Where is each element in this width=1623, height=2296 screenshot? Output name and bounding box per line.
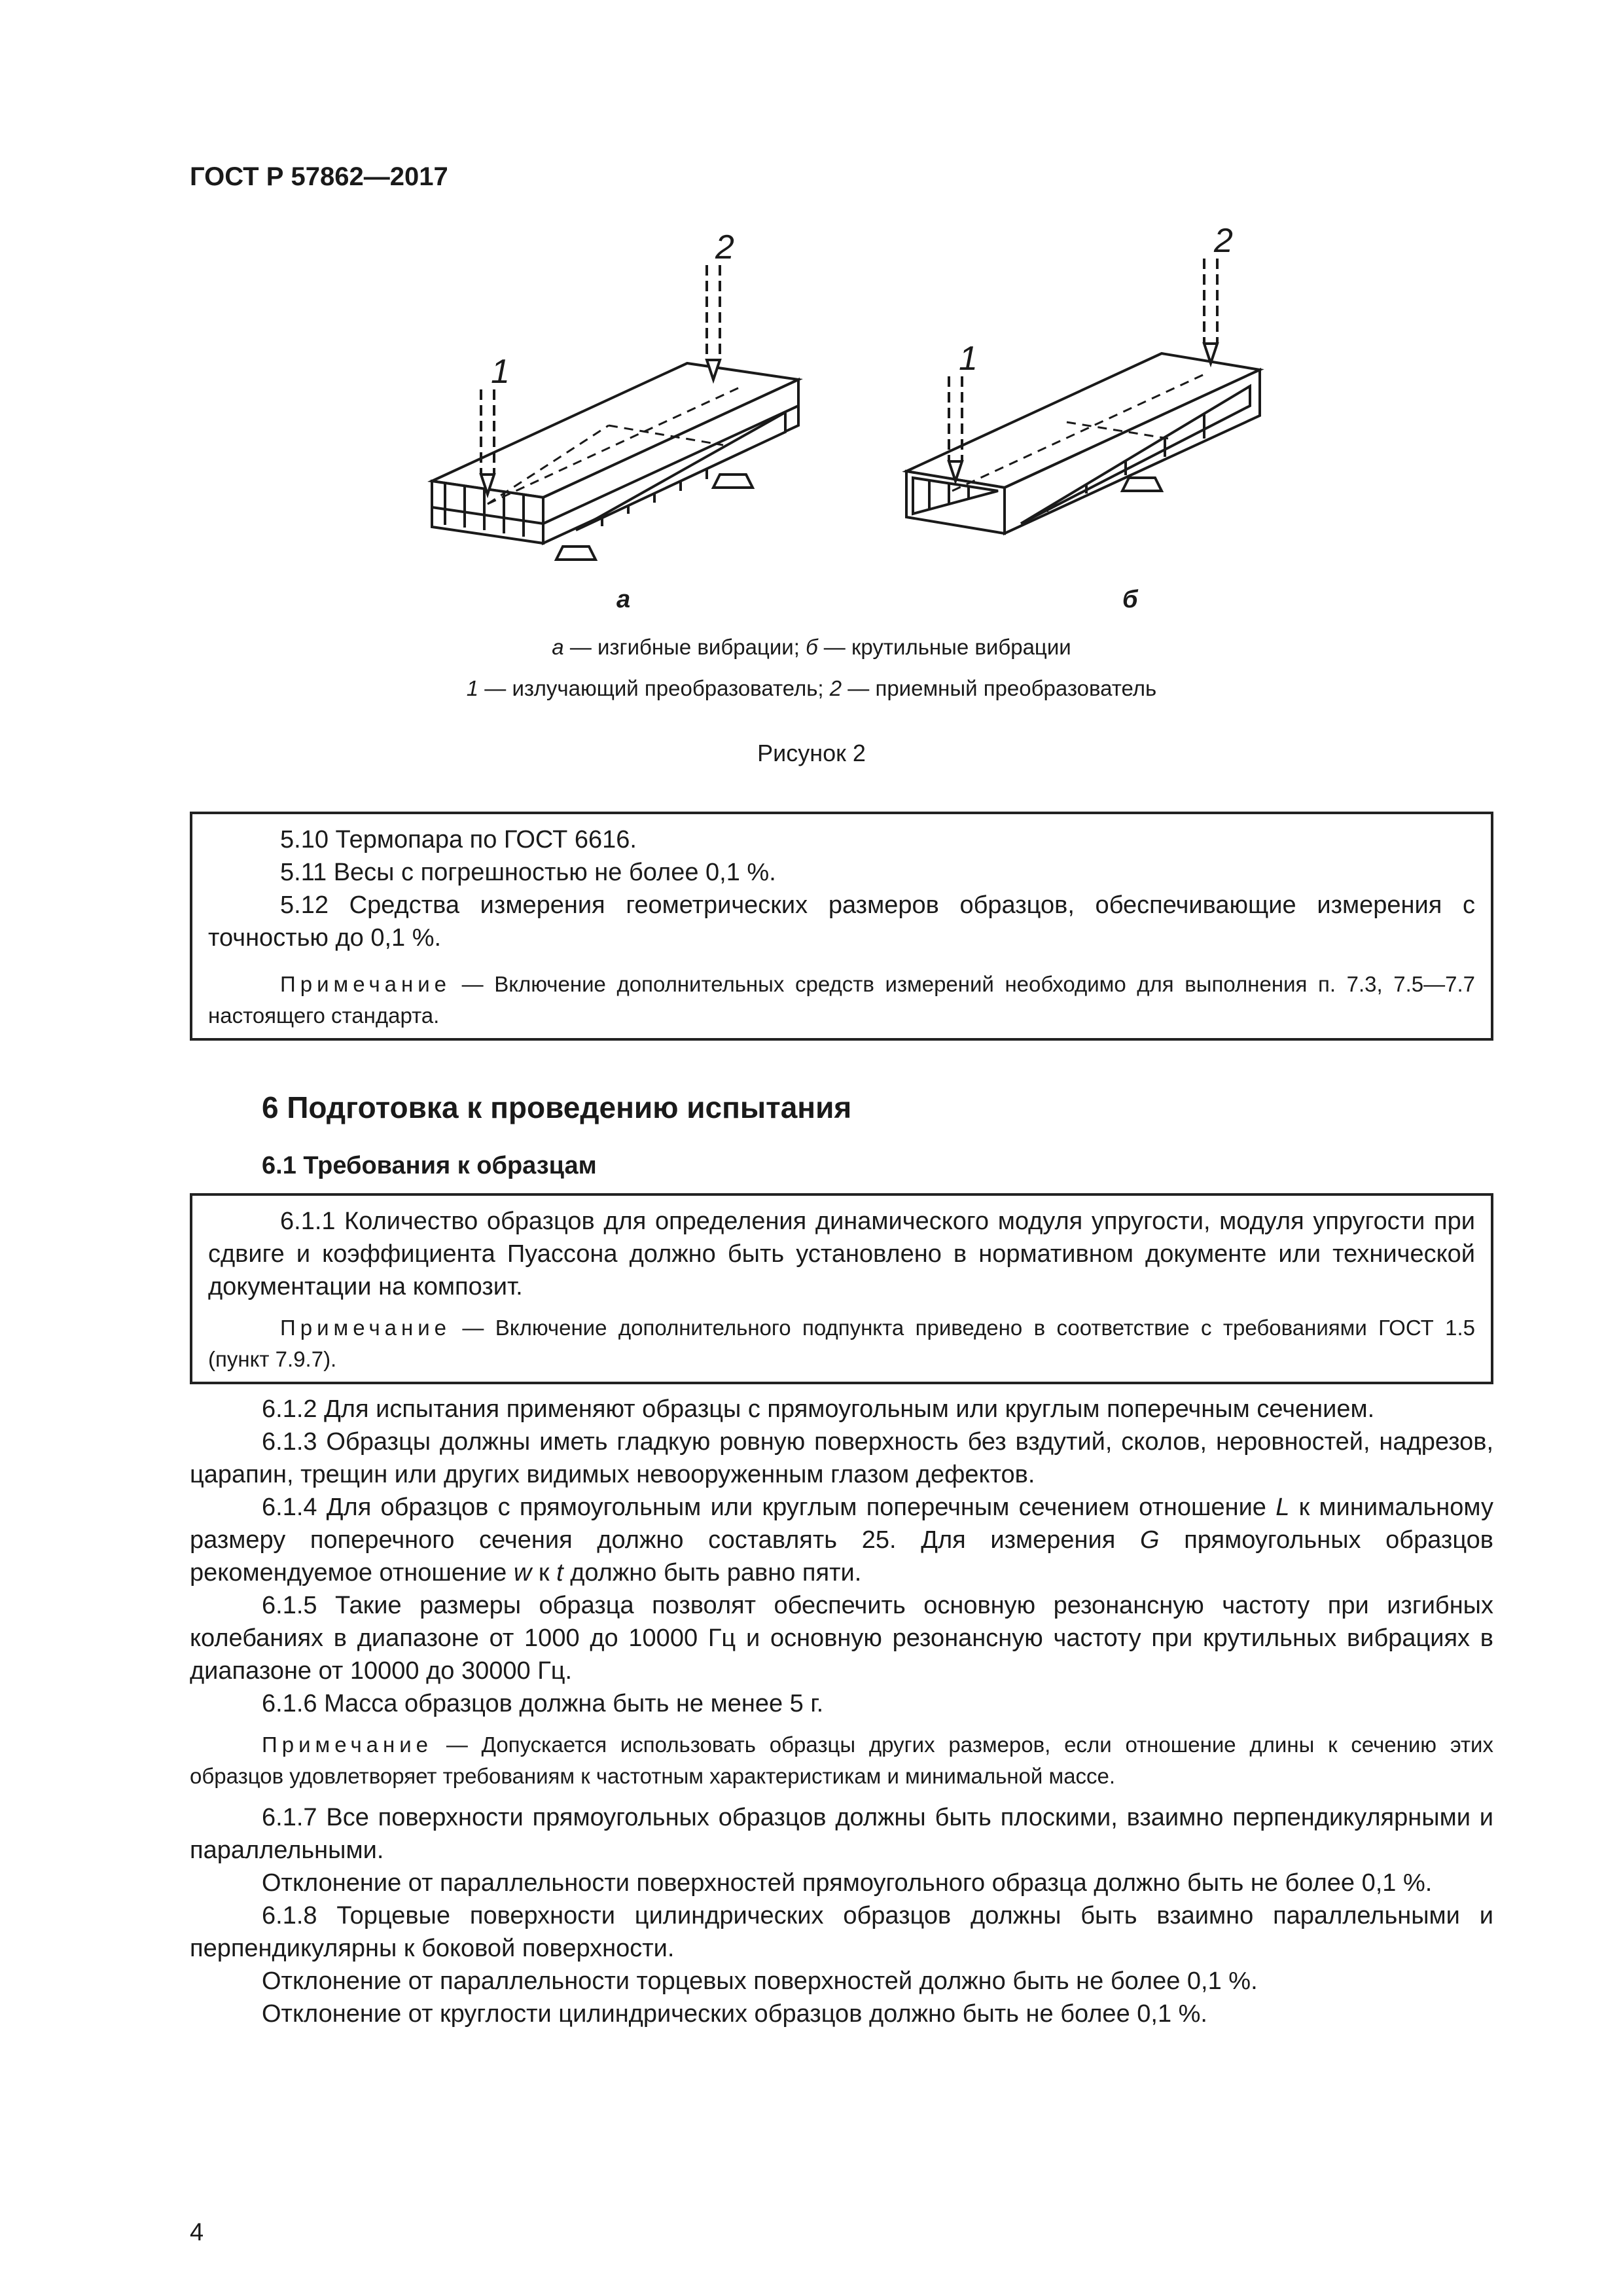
para-6-1-8-roundness: Отклонение от круглости цилиндрических образцов должно быть не более 0,1 %. — [262, 2000, 1207, 2028]
para-6-1-3: 6.1.3 Образцы должны иметь гладкую ровную поверхность без вздутий, сколов, неровностей, надрезов, царапин, трещин или других видимых невооруженным глазом дефектов. — [190, 1428, 1493, 1488]
para-6-1-6: 6.1.6 Масса образцов должна быть не менее 5 г. — [262, 1690, 824, 1717]
para-6-1-1: 6.1.1 Количество образцов для определения динамического модуля упругости, модуля упругости при сдвиге и коэффициента Пуассона должно быть установлено в нормативном документе или технической документации на композит. — [208, 1208, 1475, 1300]
box-instruments — [190, 812, 1493, 1041]
note-6-1-6: Примечание — Допускается использовать образцы других размеров, если отношение длины к сечению этих образцов удовлетворяет требованиям к частотным характеристикам и минимальной массе. — [190, 1732, 1493, 1788]
section-6-1-title: 6.1 Требования к образцам — [262, 1152, 597, 1179]
para-5-11: 5.11 Весы с погрешностью не более 0,1 %. — [280, 859, 776, 886]
note-box1: Примечание — Включение дополнительных средств измерений необходимо для выполнения п. 7.3, 7.5—7.7 настоящего стандарта. — [208, 972, 1475, 1028]
para-5-10: 5.10 Термопара по ГОСТ 6616. — [280, 826, 637, 853]
box-6-1-1 — [190, 1193, 1493, 1384]
figure-label-a: а — [616, 586, 631, 613]
figure-2-diagram — [393, 216, 1309, 609]
figure-a-label-2: 2 — [715, 228, 734, 266]
specimen-a — [432, 265, 798, 560]
figure-b-label-1: 1 — [959, 340, 978, 378]
section-6-title: 6 Подготовка к проведению испытания — [262, 1090, 852, 1124]
page-number: 4 — [190, 2219, 204, 2246]
figure-caption: Рисунок 2 — [757, 740, 866, 766]
para-6-1-2: 6.1.2 Для испытания применяют образцы с прямоугольным или круглым поперечным сечением. — [262, 1395, 1375, 1423]
figure-legend-1: а — изгибные вибрации; б — крутильные вибрации — [552, 635, 1071, 659]
document-header: ГОСТ Р 57862—2017 — [190, 162, 448, 191]
figure-legend-2: 1 — излучающий преобразователь; 2 — приемный преобразователь — [466, 676, 1157, 700]
para-6-1-5: 6.1.5 Такие размеры образца позволят обеспечить основную резонансную частоту при изгибных колебаниях в диапазоне от 1000 до 10000 Гц и основную резонансную частоту при крутильных вибрациях в диапазоне от 10000 до 30000 Гц. — [190, 1592, 1493, 1685]
specimen-b — [906, 259, 1260, 533]
para-6-1-8: 6.1.8 Торцевые поверхности цилиндрических образцов должны быть взаимно параллельными и перпендикулярны к боковой поверхности. — [190, 1902, 1493, 1962]
figure-b-label-2: 2 — [1214, 222, 1233, 260]
para-5-12: 5.12 Средства измерения геометрических размеров образцов, обеспечивающие измерения с точностью до 0,1 %. — [208, 891, 1475, 952]
para-6-1-4: 6.1.4 Для образцов с прямоугольным или круглым поперечным сечением отношение L к минимальному размеру поперечного сечения должно составлять 25. Для измерения G прямоугольных образцов рекомендуемое отношение w к t должно быть равно пяти. — [190, 1494, 1493, 1587]
note-box2: Примечание — Включение дополнительного подпункта приведено в соответствие с требованиями ГОСТ 1.5 (пункт 7.9.7). — [208, 1316, 1475, 1371]
para-6-1-7: 6.1.7 Все поверхности прямоугольных образцов должны быть плоскими, взаимно перпендикулярными и параллельными. — [190, 1804, 1493, 1864]
para-6-1-8-deviation: Отклонение от параллельности торцевых поверхностей должно быть не более 0,1 %. — [262, 1967, 1258, 1995]
figure-a-label-1: 1 — [491, 353, 510, 391]
main-paragraphs — [190, 1393, 1493, 2030]
figure-label-b: б — [1122, 586, 1138, 613]
para-6-1-7-deviation: Отклонение от параллельности поверхностей прямоугольного образца должно быть не более 0,1 %. — [262, 1869, 1433, 1897]
